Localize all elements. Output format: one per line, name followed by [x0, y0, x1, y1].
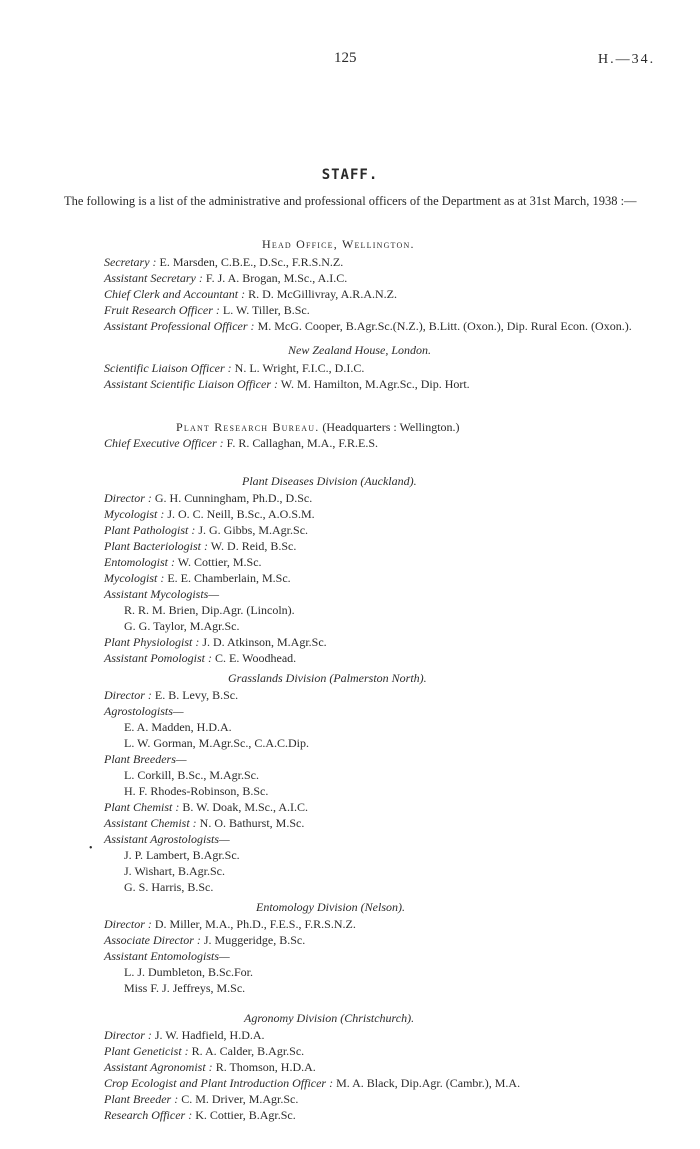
staff-entry: G. S. Harris, B.Sc.: [124, 880, 214, 894]
staff-entry: Plant Chemist : B. W. Doak, M.Sc., A.I.C.: [104, 800, 309, 814]
intro-paragraph: The following is a list of the administrative and professional officers of the Department as at 31st March, 1938 :—: [64, 194, 637, 208]
staff-entry: Fruit Research Officer : L. W. Tiller, B.Sc.: [104, 303, 310, 317]
section-heading-nz-house: New Zealand House, London.: [288, 343, 432, 357]
staff-entry: Plant Physiologist : J. D. Atkinson, M.Agr.Sc.: [104, 635, 327, 649]
staff-entry: Chief Executive Officer : F. R. Callaghan, M.A., F.R.E.S.: [104, 436, 379, 450]
staff-entry: Mycologist : J. O. C. Neill, B.Sc., A.O.S.M.: [104, 507, 315, 521]
staff-entry: Crop Ecologist and Plant Introduction Officer : M. A. Black, Dip.Agr. (Cambr.), M.A.: [104, 1076, 521, 1090]
staff-entry: Scientific Liaison Officer : N. L. Wright, F.I.C., D.I.C.: [104, 361, 365, 375]
staff-entry: L. Corkill, B.Sc., M.Agr.Sc.: [124, 768, 260, 782]
staff-entry: R. R. M. Brien, Dip.Agr. (Lincoln).: [124, 603, 295, 617]
section-heading-agronomy: Agronomy Division (Christchurch).: [244, 1011, 415, 1025]
staff-entry: Miss F. J. Jeffreys, M.Sc.: [124, 981, 246, 995]
staff-entry: H. F. Rhodes-Robinson, B.Sc.: [124, 784, 269, 798]
staff-entry: Assistant Professional Officer : M. McG. Cooper, B.Agr.Sc.(N.Z.), B.Litt. (Oxon.), Dip. Rural Econ. (Oxon.).: [104, 319, 632, 333]
staff-entry: Director : G. H. Cunningham, Ph.D., D.Sc.: [104, 491, 313, 505]
staff-entry: L. W. Gorman, M.Agr.Sc., C.A.C.Dip.: [124, 736, 310, 750]
staff-entry: Plant Breeder : C. M. Driver, M.Agr.Sc.: [104, 1092, 299, 1106]
staff-entry: J. P. Lambert, B.Agr.Sc.: [124, 848, 240, 862]
staff-entry: Mycologist : E. E. Chamberlain, M.Sc.: [104, 571, 291, 585]
section-heading-grasslands: Grasslands Division (Palmerston North).: [228, 671, 427, 685]
staff-entry: Plant Geneticist : R. A. Calder, B.Agr.Sc.: [104, 1044, 305, 1058]
staff-entry: Assistant Secretary : F. J. A. Brogan, M.Sc., A.I.C.: [104, 271, 348, 285]
staff-entry: E. A. Madden, H.D.A.: [124, 720, 232, 734]
staff-entry: Director : D. Miller, M.A., Ph.D., F.E.S., F.R.S.N.Z.: [104, 917, 356, 931]
staff-entry: L. J. Dumbleton, B.Sc.For.: [124, 965, 254, 979]
staff-entry: Research Officer : K. Cottier, B.Agr.Sc.: [104, 1108, 296, 1122]
section-heading-entomology: Entomology Division (Nelson).: [256, 900, 405, 914]
staff-entry: Plant Bacteriologist : W. D. Reid, B.Sc.: [104, 539, 297, 553]
section-heading-plant-research-bureau: Plant Research Bureau. (Headquarters : Wellington.): [176, 420, 460, 434]
staff-entry: Assistant Pomologist : C. E. Woodhead.: [104, 651, 297, 665]
staff-entry: Director : J. W. Hadfield, H.D.A.: [104, 1028, 265, 1042]
staff-entry: Director : E. B. Levy, B.Sc.: [104, 688, 239, 702]
staff-entry: Assistant Chemist : N. O. Bathurst, M.Sc.: [104, 816, 305, 830]
staff-entry: Assistant Agronomist : R. Thomson, H.D.A.: [104, 1060, 316, 1074]
staff-entry: Chief Clerk and Accountant : R. D. McGillivray, A.R.A.N.Z.: [104, 287, 397, 301]
stray-mark: •: [89, 843, 93, 854]
staff-entry: Plant Pathologist : J. G. Gibbs, M.Agr.Sc.: [104, 523, 309, 537]
staff-entry: Entomologist : W. Cottier, M.Sc.: [104, 555, 262, 569]
staff-entry: J. Wishart, B.Agr.Sc.: [124, 864, 225, 878]
page-title: STAFF.: [321, 167, 379, 183]
section-heading-head-office: Head Office, Wellington.: [262, 237, 415, 251]
staff-entry: Assistant Scientific Liaison Officer : W. M. Hamilton, M.Agr.Sc., Dip. Hort.: [104, 377, 470, 391]
staff-entry: Associate Director : J. Muggeridge, B.Sc.: [104, 933, 306, 947]
staff-entry: Plant Breeders—: [104, 752, 187, 766]
staff-entry: Secretary : E. Marsden, C.B.E., D.Sc., F.R.S.N.Z.: [104, 255, 344, 269]
staff-entry: Assistant Entomologists—: [104, 949, 230, 963]
document-reference: H.—34.: [598, 52, 656, 67]
staff-entry: G. G. Taylor, M.Agr.Sc.: [124, 619, 240, 633]
staff-entry: Agrostologists—: [104, 704, 184, 718]
page-number: 125: [334, 50, 357, 66]
staff-entry: Assistant Mycologists—: [104, 587, 220, 601]
section-heading-plant-diseases: Plant Diseases Division (Auckland).: [242, 474, 417, 488]
staff-entry: Assistant Agrostologists—: [104, 832, 230, 846]
